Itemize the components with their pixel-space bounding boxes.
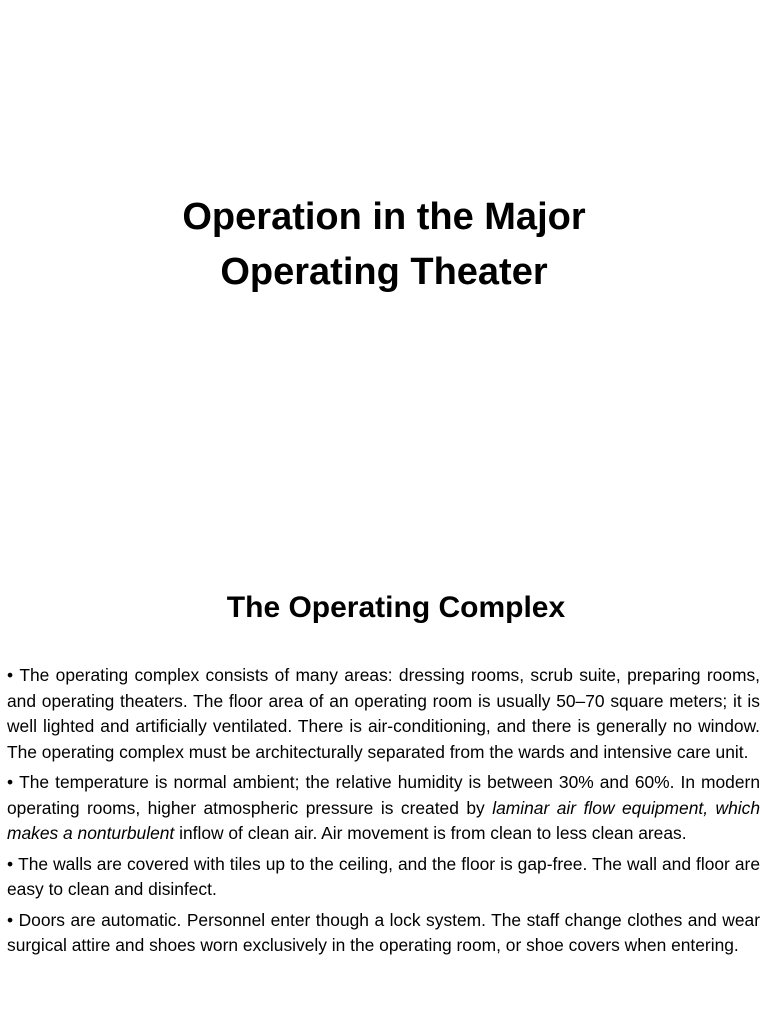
paragraph-italic-text: laminar air flow equipment, which makes a nonturbulent <box>7 797 760 843</box>
paragraph-walls <box>7 852 760 903</box>
paragraph-text: The operating complex consists of many areas: dressing rooms, scrub suite, preparing rooms, and operating theaters. The floor area of an operating room is usually 50–70 square meters; it is well lighted and artificially ventilated. There is air-conditioning, and there is generally no window. The operating complex must be architecturally separated from the wards and intensive care unit. <box>7 665 760 762</box>
slide-title <box>0 190 768 300</box>
paragraph-text: Doors are automatic. Personnel enter though a lock system. The staff change clothes and wear surgical attire and shoes worn exclusively in the operating room, or shoe covers when entering. <box>7 909 761 955</box>
paragraph-temperature <box>7 770 760 847</box>
paragraph-doors <box>7 908 760 959</box>
paragraph-operating-complex <box>7 663 760 765</box>
section-heading: The Operating Complex <box>226 591 566 624</box>
paragraph-text-before: The temperature is normal ambient; the relative humidity is between 30% and 60%. In modern operating rooms, higher atmospheric pressure is created by <box>7 772 760 818</box>
slide-title-line-2: Operating Theater <box>220 251 548 293</box>
paragraph-text-after: inflow of clean air. Air movement is from clean to less clean areas. <box>174 823 687 843</box>
slide-title-line-1: Operation in the Major <box>182 196 586 238</box>
paragraph-text: The walls are covered with tiles up to the ceiling, and the floor is gap-free. The wall and floor are easy to clean and disinfect. <box>7 853 761 899</box>
body-text <box>7 663 760 964</box>
